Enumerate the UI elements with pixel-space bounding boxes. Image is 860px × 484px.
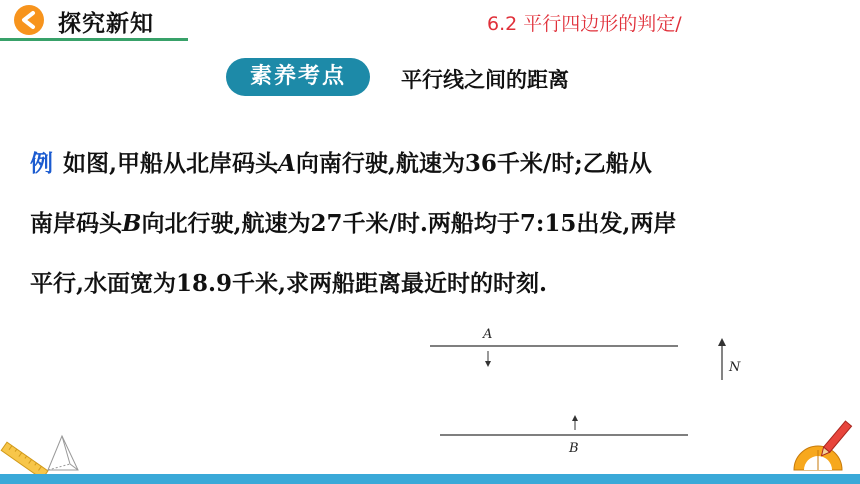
section-title: 6.2 平行四边形的判定/ [487, 13, 682, 35]
problem-line-3: 平行,水面宽为18.9千米,求两船距离最近时的时刻. [30, 270, 548, 297]
topic-badge: 素养考点 [226, 58, 370, 96]
point-b-inline: B [122, 210, 142, 237]
example-label: 例 [30, 150, 53, 177]
footer-bar [0, 474, 860, 484]
header-title: 探究新知 [58, 11, 154, 37]
header [0, 0, 860, 44]
river-diagram [420, 320, 760, 465]
label-a: A [483, 327, 493, 342]
problem-line-2 [30, 194, 830, 254]
topic-title: 平行线之间的距离 [401, 68, 569, 92]
header-underline [0, 38, 188, 41]
problem-line-1-a: 如图,甲船从北岸码头 [63, 150, 279, 177]
arrow-a-head [485, 361, 491, 367]
back-arrow-icon[interactable] [14, 5, 44, 35]
problem-line-2-a: 南岸码头 [30, 210, 122, 237]
label-n: N [729, 360, 741, 375]
label-b: B [569, 441, 579, 456]
problem-line-1-c: 向南行驶,航速为36千米/时;乙船从 [295, 150, 652, 177]
north-arrow-head [718, 338, 726, 346]
problem-line-2-c: 向北行驶,航速为27千米/时.两船均于7:15出发,两岸 [141, 210, 677, 237]
arrow-b-head [572, 415, 578, 421]
problem-text [30, 134, 830, 314]
ruler-pyramid-icon [0, 430, 90, 474]
point-a-inline: A [278, 150, 296, 177]
protractor-pencil-icon [790, 420, 860, 474]
problem-line-1 [30, 134, 830, 194]
